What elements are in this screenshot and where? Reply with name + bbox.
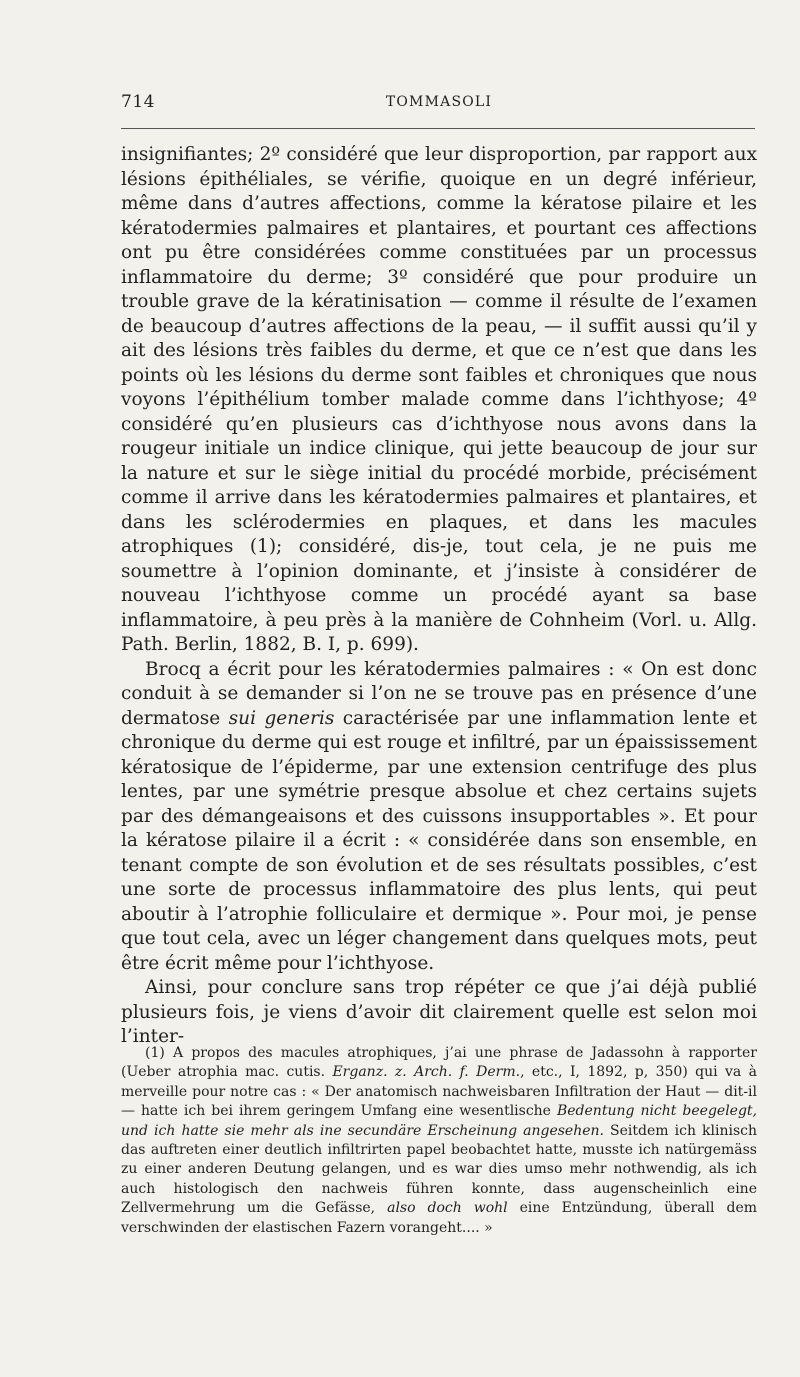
page-header: [121, 92, 757, 116]
footnote-text: Seitdem ich klinisch das auftreten einer deutlich infiltrirten papel beobachtet hatte, musste ich natürgemäss zu einer anderen Deutung gelangen, und es war dies umso mehr nothwendig, als ich auch histologisch den nachweis führen konnte, dass augenscheinlich eine Zellvermehrung um die Gefässe,: [121, 1122, 757, 1217]
paragraph-text: insignifiantes; 2º considéré que leur disproportion, par rapport aux lésions épithéliales, se vérifie, quoique en un degré inférieur, même dans d’autres affections, comme la kératose pilaire et les kératodermies palmaires et plantaires, et pourtant ces affections ont pu être considérées comme constituées par un processus inflammatoire du derme; 3º considéré que pour produire un trouble grave de la kératinisation — comme il résulte de l’examen de beaucoup d’autres affections de la peau, — il suffit aussi qu’il y ait des lésions très faibles du derme, et que ce n’est que dans les points où les lésions du derme sont faibles et chroniques que nous voyons l’épithélium tomber malade comme dans l’ichthyose; 4º considéré qu’en plusieurs cas d’ichthyose nous avons dans la rougeur initiale un indice clinique, qui jette beaucoup de jour sur la nature et sur le siège initial du procédé morbide, précisément comme il arrive dans les kératodermies palmaires et plantaires, et dans les sclérodermies en plaques, et dans les macules atrophiques (1); considéré, dis-je, tout cela, je ne puis me soumettre à l’opinion dominante, et j’insiste à considérer de nouveau l’ichthyose comme un procédé ayant sa base inflammatoire, à peu près à la manière de Cohnheim (Vorl. u. Allg. Path. Berlin, 1882, B. I, p. 699).: [121, 144, 757, 655]
footnote-italic: Bedentung nicht beegelegt, und ich hatte sie mehr als ine secundäre Erscheinung angesehen.: [121, 1103, 757, 1139]
footnote-text: , etc., I, 1892, p, 350) qui va à merveille pour notre cas : « Der anatomisch nachweisbaren Infiltration der Haut — dit-il — hatte ich bei ihrem geringem Umfang eine wesentlische: [121, 1064, 757, 1120]
body-text: [121, 143, 757, 1050]
paragraph-italic: sui generis: [228, 707, 335, 729]
paragraph-1: [121, 143, 757, 658]
footnote-paragraph: [121, 1044, 757, 1238]
page-number: 714: [121, 92, 155, 112]
footnote-text: eine Entzündung, überall dem verschwinden der elastischen Fazern vorangeht.... »: [121, 1200, 757, 1236]
footnote-italic: Erganz. z. Arch. f. Derm.: [332, 1064, 521, 1081]
paragraph-text: Ainsi, pour conclure sans trop répéter ce que j’ai déjà publié plusieurs fois, je viens d’avoir dit clairement quelle est selon moi l’inter-: [121, 977, 757, 1047]
paragraph-3: [121, 976, 757, 1050]
paragraph-2: [121, 658, 757, 977]
running-head: TOMMASOLI: [385, 94, 493, 110]
footnote-italic: also doch wohl: [387, 1200, 508, 1217]
paragraph-text: Brocq a écrit pour les kératodermies palmaires : « On est donc conduit à se demander si l’on ne se trouve pas en présence d’une dermatose: [121, 658, 757, 729]
footnote-text: (1) A propos des macules atrophiques, j’ai une phrase de Jadassohn à rapporter (Ueber atrophia mac. cutis.: [121, 1045, 757, 1081]
footnote: [121, 1044, 757, 1238]
header-rule: [121, 128, 755, 129]
paragraph-text: caractérisée par une inflammation lente et chronique du derme qui est rouge et infiltré, par un épaississement kératosique de l’épiderme, par une extension centrifuge des plus lentes, par une symétrie presque absolue et chez certains sujets par des démangeaisons et des cuissons insupportables ». Et pour la kératose pilaire il a écrit : « considérée dans son ensemble, en tenant compte de son évolution et de ses résultats possibles, c’est une sorte de processus inflammatoire des plus lents, qui peut aboutir à l’atrophie folliculaire et dermique ». Pour moi, je pense que tout cela, avec un léger changement dans quelques mots, peut être écrit même pour l’ichthyose.: [121, 707, 757, 974]
